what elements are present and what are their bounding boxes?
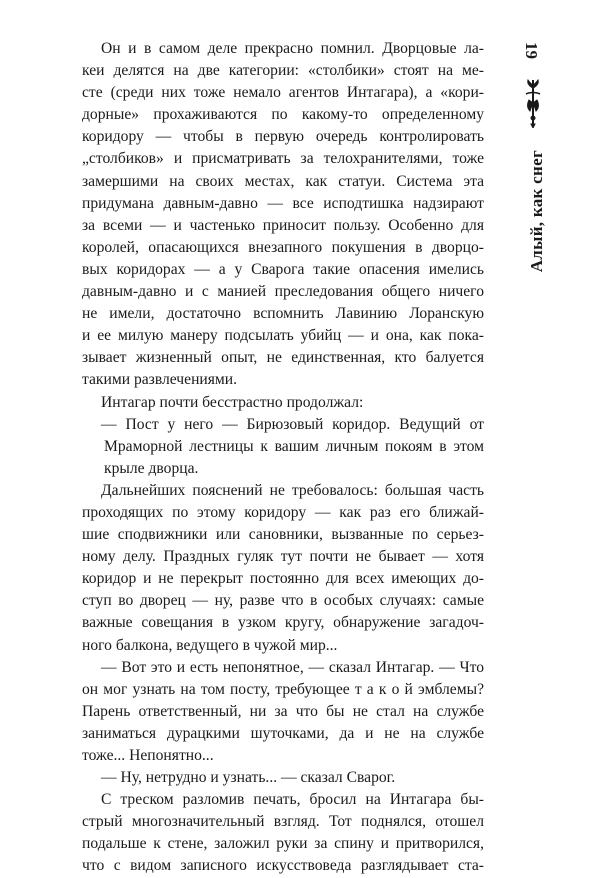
text-line: он мог узнать на том посту, требующее т а к о й эмблемы? [82, 680, 484, 698]
text-line: давным-давно и с манией преследования общего ничего [82, 283, 484, 301]
text-line: Интагар почти бесстрастно продолжал: [101, 393, 364, 411]
text-line: Парень ответственный, ни за что бы не стал на службе [82, 702, 484, 720]
text-line: ного балкона, ведущего в чужой мир... [82, 636, 338, 654]
text-line: королей, опасающихся внезапного покушения в дворцо- [82, 238, 484, 256]
text-line: что с видом записного искусствоведа разглядывает ста- [82, 857, 484, 875]
text-line: — Вот это и есть непонятное, — сказал Интагар. — Что [101, 658, 484, 676]
text-line: Мраморной лестницы к вашим личным покоям в этом [104, 437, 484, 455]
page-number: 19 [522, 42, 541, 59]
text-line: кеи делятся на две категории: «столбики» стоят на ме- [82, 62, 484, 80]
text-line: тоже... Непонятно... [82, 747, 214, 764]
text-line: „столбиков» и присматривать за телохранителями, тоже [82, 150, 484, 168]
text-line: вых коридорах — а у Сварога такие опасения имелись [82, 260, 484, 278]
text-line: и ее милую манеру подсылать убийц — и она, как пока- [82, 327, 484, 345]
text-line: дорные» прохаживаются по какому-то определенному [82, 106, 484, 124]
text-line: шие сподвижники или сановники, вызванные по серьез- [82, 526, 484, 544]
text-line: коридору — чтобы в первую очередь контролировать [82, 128, 484, 146]
text-line: — Ну, нетрудно и узнать... — сказал Сварог. [101, 769, 396, 787]
text-line: сте (среди них тоже немало агентов Интагара), а «кори- [82, 84, 484, 102]
text-line: заниматься дурацкими шуточками, да и не на службе [82, 724, 484, 742]
text-line: Он и в самом деле прекрасно помнил. Дворцовые ла- [101, 40, 484, 57]
text-line: за всеми — и частенько приносит пользу. Особенно для [82, 216, 484, 234]
body-text [82, 38, 484, 878]
text-line: подальше к стене, заложил руки за спину и притворился, [82, 835, 484, 853]
text-line: не имели, достаточно вспомнить Лавинию Лоранскую [82, 305, 484, 323]
text-line: зывает жизненный опыт, не единственная, кто балуется [82, 349, 484, 367]
text-line: С треском разломив печать, бросил на Интагара бы- [101, 791, 484, 809]
text-line: — Пост у него — Бирюзовый коридор. Ведущий от [101, 415, 484, 433]
text-line: стрый многозначительный взгляд. Тот поднялся, отошел [82, 813, 484, 831]
running-head: Алый, как снег [527, 150, 546, 273]
text-line: замершими на своих местах, как статуи. Система эта [82, 172, 484, 190]
text-line: такими развлечениями. [82, 371, 238, 389]
text-line: крыле дворца. [104, 459, 199, 477]
text-line: коридор и не перекрыт постоянно для всех имеющих до- [82, 570, 484, 588]
sword-flourish-icon [522, 78, 544, 128]
text-line: придумана давным-давно — все исподтишка надзирают [82, 194, 484, 212]
text-line: важные совещания в узком кругу, обнаружение загадоч- [82, 614, 484, 632]
text-line: ступ во дворец — ну, разве что в особых случаях: самые [82, 592, 484, 610]
text-line: Дальнейших пояснений не требовалось: большая часть [101, 481, 484, 499]
text-line: проходящих по этому коридору — как раз его ближай- [82, 503, 484, 521]
text-line: ному делу. Праздных гуляк тут почти не бывает — хотя [82, 548, 484, 566]
